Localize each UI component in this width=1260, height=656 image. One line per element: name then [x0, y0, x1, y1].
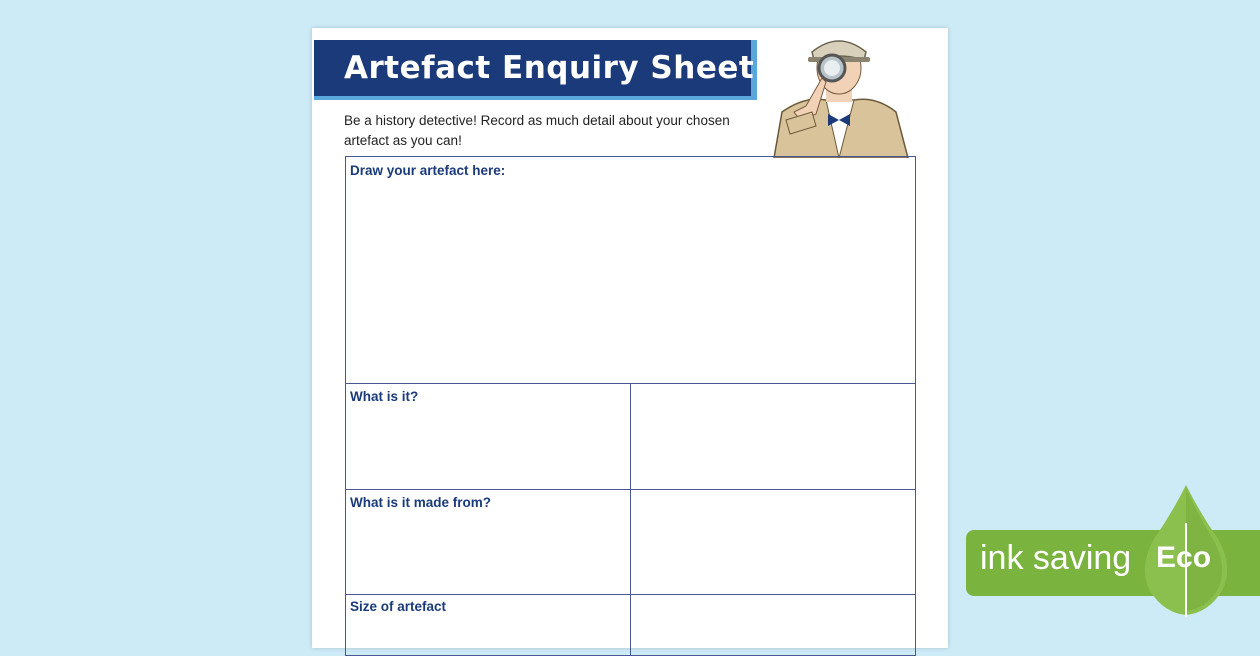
title-banner — [314, 40, 757, 100]
enquiry-grid — [345, 156, 916, 656]
grid-column-divider — [630, 383, 631, 655]
section-label-material: What is it made from? — [350, 495, 492, 510]
worksheet-title: Artefact Enquiry Sheet — [344, 50, 755, 86]
section-label-what: What is it? — [350, 389, 419, 404]
intro-text — [344, 111, 764, 151]
ink-saving-eco-badge — [966, 483, 1260, 617]
intro-line-2: artefact as you can! — [344, 133, 462, 148]
section-label-draw: Draw your artefact here: — [350, 163, 506, 178]
badge-eco-word: Eco — [1156, 541, 1212, 574]
section-label-size: Size of artefact — [350, 599, 447, 614]
detective-illustration-icon — [764, 30, 914, 158]
grid-divider — [346, 594, 915, 595]
badge-label: ink saving — [980, 539, 1132, 577]
grid-divider — [346, 489, 915, 490]
intro-line-1: Be a history detective! Record as much detail about your chosen — [344, 113, 730, 128]
worksheet-page — [312, 28, 948, 648]
